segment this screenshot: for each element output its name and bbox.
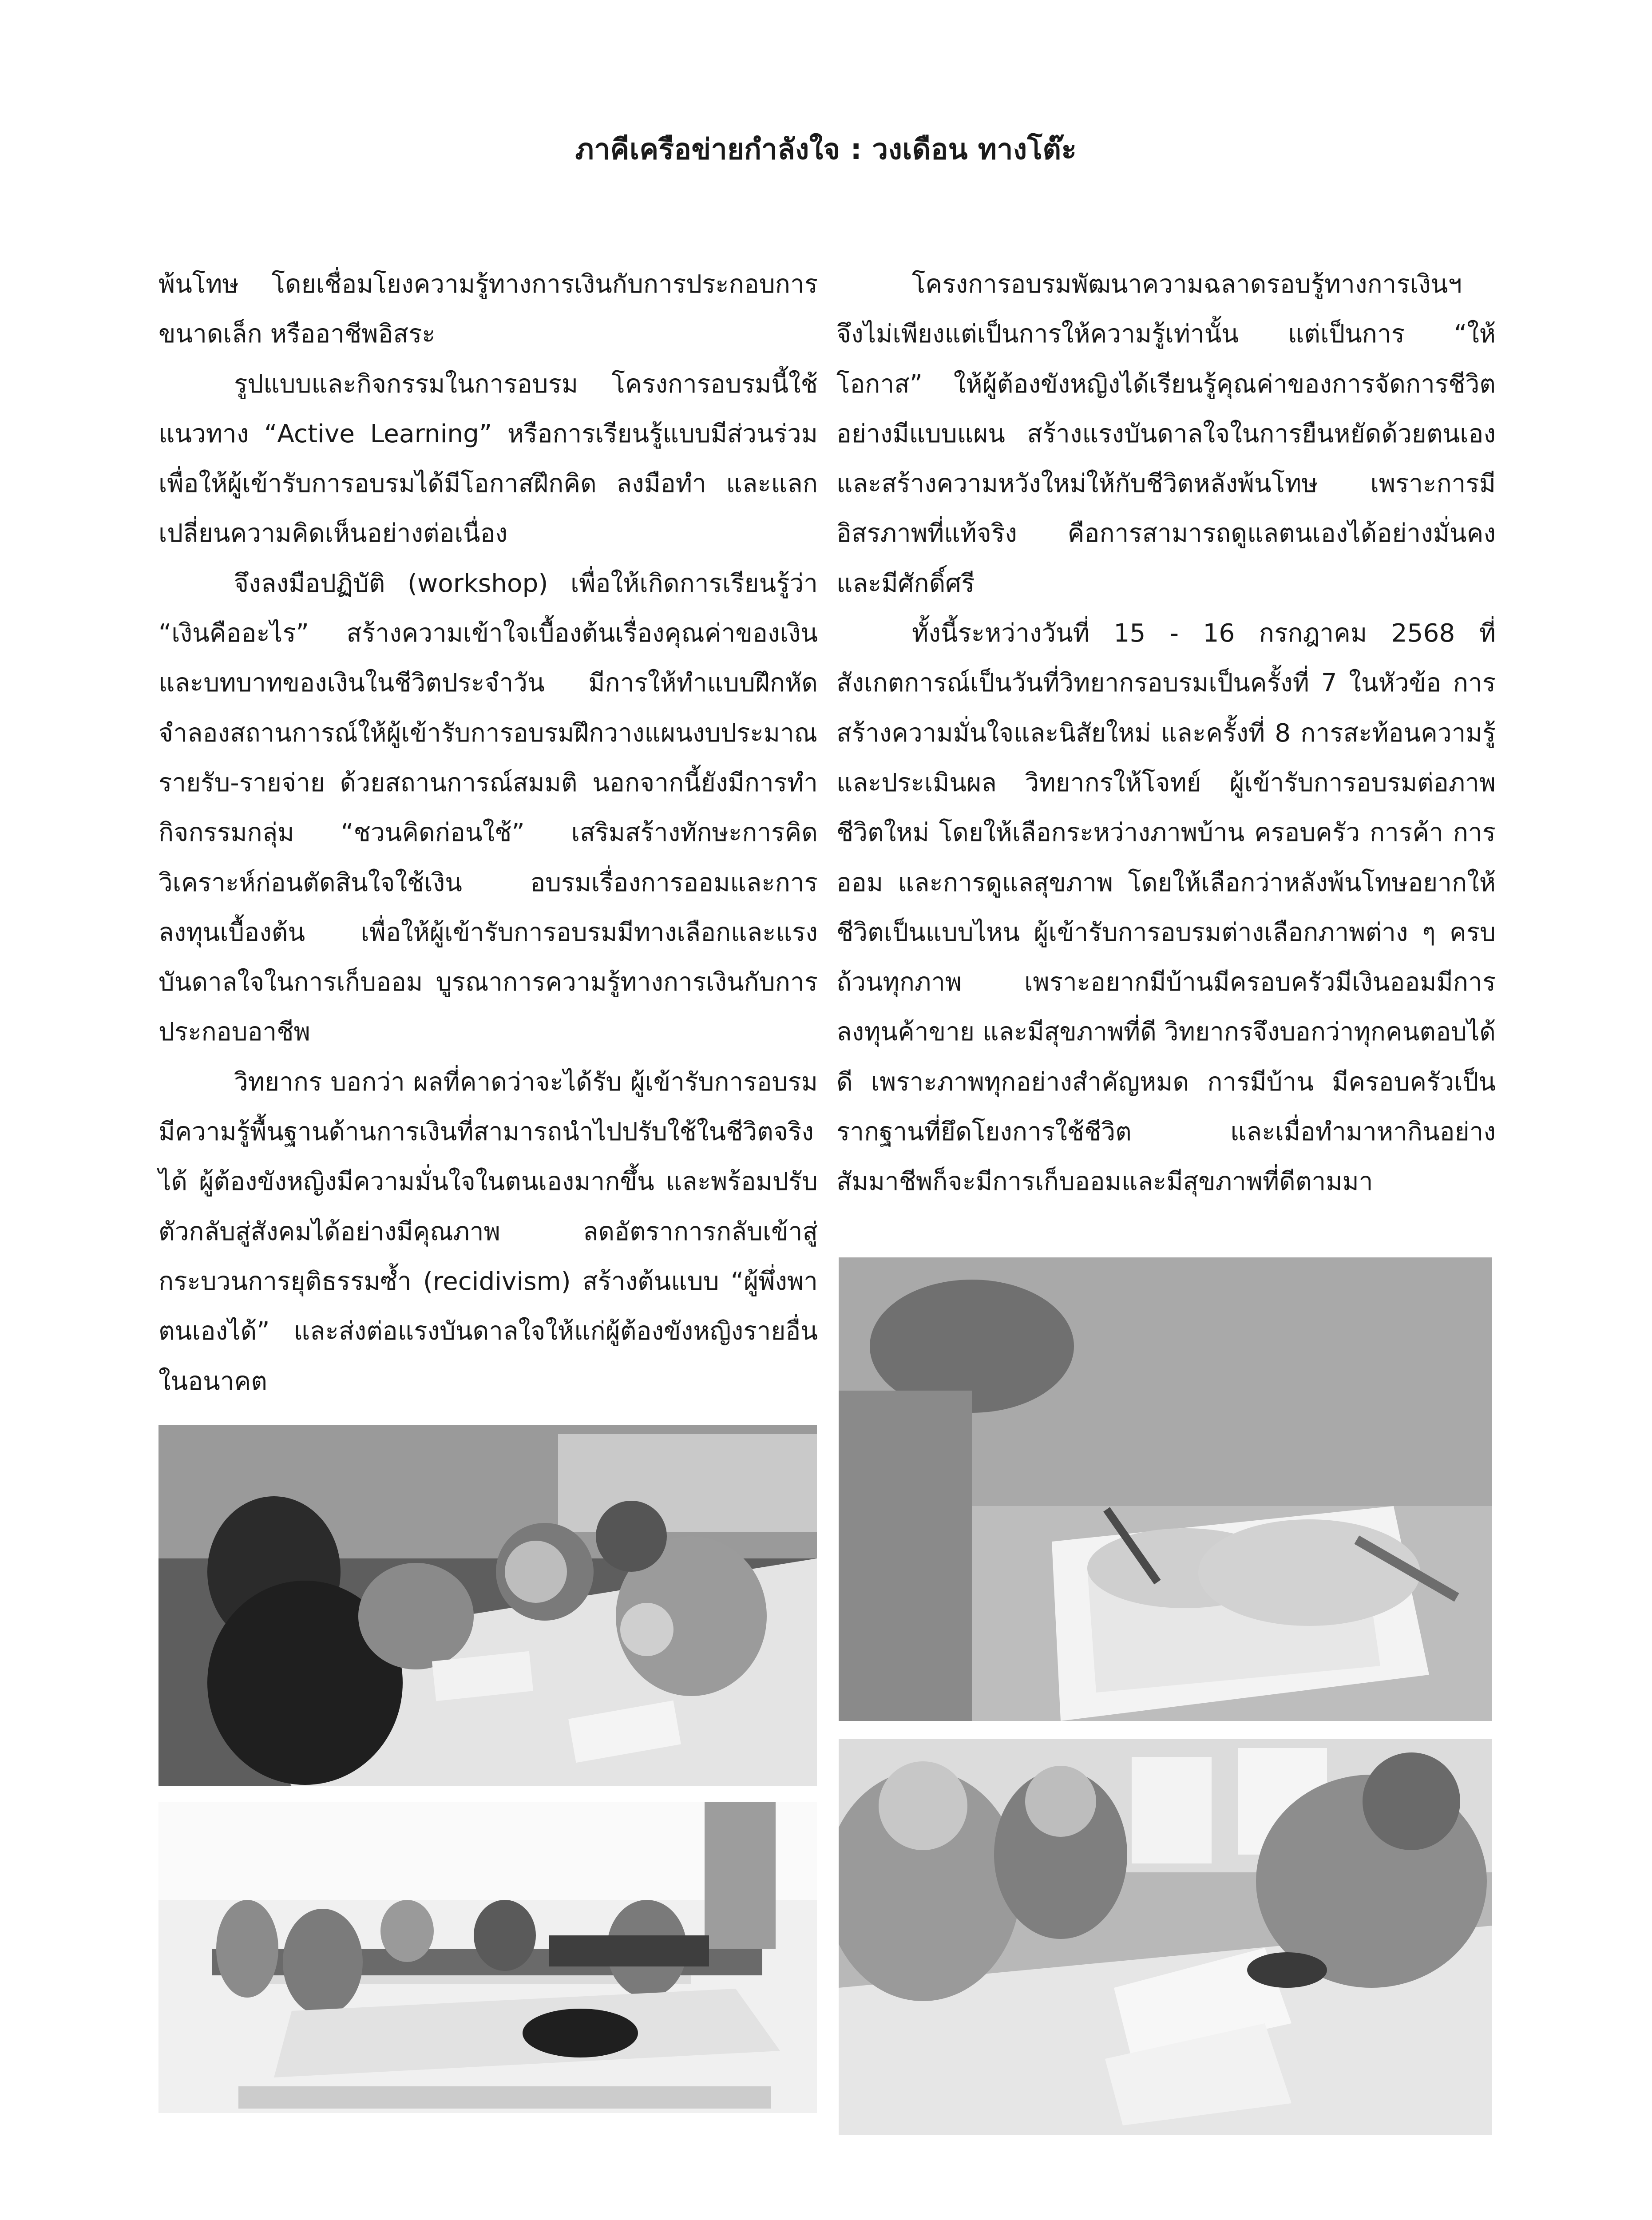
photo-hands-writing-image xyxy=(839,1257,1492,1721)
left-paragraph-3: จึงลงมือปฏิบัติ (workshop) เพื่อให้เกิดการเรียนรู้ว่า “เงินคืออะไร” สร้างความเข้าใจเบื้องต้นเรื่องคุณค่าของเงินและบทบาทของเงินในชีวิตประจำวัน มีการให้ทำแบบฝึกหัดจำลองสถานการณ์ให้ผู้เข้ารับการอบรมฝึกวางแผนงบประมาณรายรับ-รายจ่าย ด้วยสถานการณ์สมมติ นอกจากนี้ยังมีการทำกิจกรรมกลุ่ม “ชวนคิดก่อนใช้” เสริมสร้างทักษะการคิดวิเคราะห์ก่อนตัดสินใจใช้เงิน อบรมเรื่องการออมและการลงทุนเบื้องต้น เพื่อให้ผู้เข้ารับการอบรมมีทางเลือกและแรงบันดาลใจในการเก็บออม บูรณาการความรู้ทางการเงินกับการประกอบอาชีพ xyxy=(158,569,818,1047)
photo-training-group-table-image xyxy=(158,1425,817,1786)
photo-hands-writing xyxy=(839,1257,1492,1721)
photo-canteen-hall xyxy=(158,1802,817,2135)
page-header xyxy=(0,127,1652,172)
header-title: ภาคีเครือข่ายกำลังใจ : วงเดือน ทางโต๊ะ xyxy=(575,133,1077,166)
right-paragraph-1: โครงการอบรมพัฒนาความฉลาดรอบรู้ทางการเงินฯ จึงไม่เพียงแต่เป็นการให้ความรู้เท่านั้น แต่เป็นการ “ให้โอกาส” ให้ผู้ต้องขังหญิงได้เรียนรู้คุณค่าของการจัดการชีวิตอย่างมีแบบแผน สร้างแรงบันดาลใจในการยืนหยัดด้วยตนเอง และสร้างความหวังใหม่ให้กับชีวิตหลังพ้นโทษ เพราะการมีอิสรภาพที่แท้จริง คือการสามารถดูแลตนเองได้อย่างมั่นคงและมีศักดิ์ศรี xyxy=(836,270,1496,598)
right-text-column xyxy=(836,260,1496,1207)
photo-training-group-table xyxy=(158,1425,817,1786)
left-paragraph-2: รูปแบบและกิจกรรมในการอบรม โครงการอบรมนี้ใช้แนวทาง “Active Learning” หรือการเรียนรู้แบบมีส่วนร่วม เพื่อให้ผู้เข้ารับการอบรมได้มีโอกาสฝึกคิด ลงมือทำ และแลกเปลี่ยนความคิดเห็นอย่างต่อเนื่อง xyxy=(158,369,818,548)
photo-group-writing xyxy=(839,1739,1492,2135)
left-paragraph-4: วิทยากร บอกว่า ผลที่คาดว่าจะได้รับ ผู้เข้ารับการอบรมมีความรู้พื้นฐานด้านการเงินที่สามารถนำไปปรับใช้ในชีวิตจริงได้ ผู้ต้องขังหญิงมีความมั่นใจในตนเองมากขึ้น และพร้อมปรับตัวกลับสู่สังคมได้อย่างมีคุณภาพ ลดอัตราการกลับเข้าสู่กระบวนการยุติธรรมซ้ำ (recidivism) สร้างต้นแบบ “ผู้พึ่งพาตนเองได้” และส่งต่อแรงบันดาลใจให้แก่ผู้ต้องขังหญิงรายอื่นในอนาคต xyxy=(158,1067,818,1396)
photo-group-writing-image xyxy=(839,1739,1492,2135)
left-paragraph-1: พ้นโทษ โดยเชื่อมโยงความรู้ทางการเงินกับการประกอบการขนาดเล็ก หรืออาชีพอิสระ xyxy=(158,270,818,349)
right-paragraph-2: ทั้งนี้ระหว่างวันที่ 15 - 16 กรกฎาคม 2568 ที่สังเกตการณ์เป็นวันที่วิทยากรอบรมเป็นครั้งที่ 7 ในหัวข้อ การสร้างความมั่นใจและนิสัยใหม่ และครั้งที่ 8 การสะท้อนความรู้และประเมินผล วิทยากรให้โจทย์ ผู้เข้ารับการอบรมต่อภาพชีวิตใหม่ โดยให้เลือกระหว่างภาพบ้าน ครอบครัว การค้า การออม และการดูแลสุขภาพ โดยให้เลือกว่าหลังพ้นโทษอยากให้ชีวิตเป็นแบบไหน ผู้เข้ารับการอบรมต่างเลือกภาพต่าง ๆ ครบถ้วนทุกภาพ เพราะอยากมีบ้านมีครอบครัวมีเงินออมมีการลงทุนค้าขาย และมีสุขภาพที่ดี วิทยากรจึงบอกว่าทุกคนตอบได้ดี เพราะภาพทุกอย่างสำคัญหมด การมีบ้าน มีครอบครัวเป็นรากฐานที่ยึดโยงการใช้ชีวิต และเมื่อทำมาหากินอย่างสัมมาชีพก็จะมีการเก็บออมและมีสุขภาพที่ดีตามมา xyxy=(836,619,1496,1197)
left-text-column xyxy=(158,260,818,1407)
photo-canteen-hall-image xyxy=(158,1802,817,2135)
